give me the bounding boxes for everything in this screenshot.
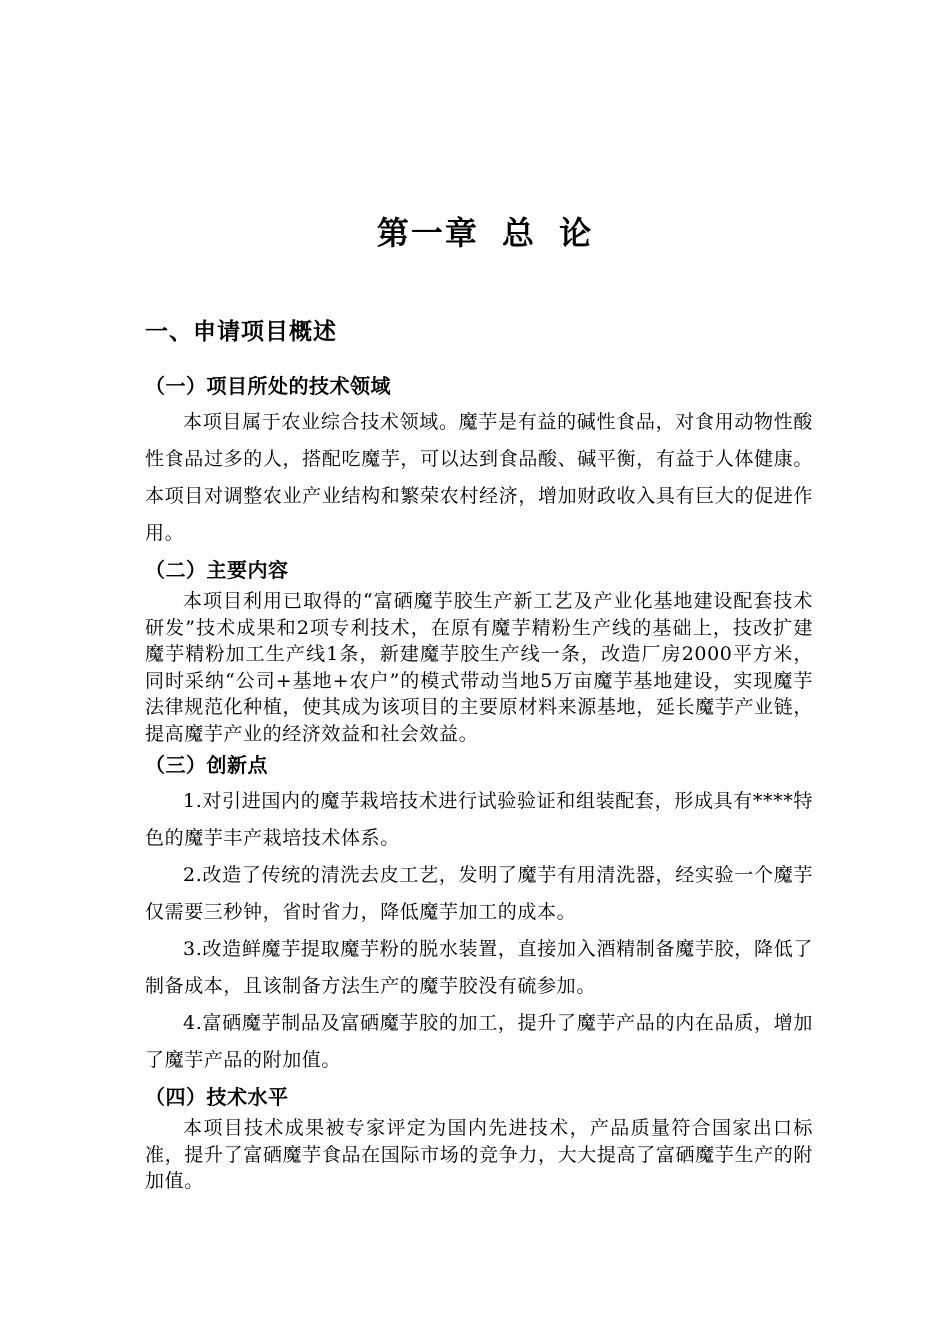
subsection-heading-tech-level: （四）技术水平: [145, 1085, 289, 1109]
subsection-heading-tech-field: （一）项目所处的技术领域: [145, 374, 391, 398]
subsection-heading-main-content: （二）主要内容: [145, 558, 289, 582]
paragraph-tech-level: 本项目技术成果被专家评定为国内先进技术，产品质量符合国家出口标准，提升了富硒魔芋食品在国际市场的竞争力，大大提高了富硒魔芋生产的附加值。: [145, 1117, 813, 1192]
innovation-item-3: 3.改造鲜魔芋提取魔芋粉的脱水装置，直接加入酒精制备魔芋胶，降低了制备成本，且该制备方法生产的魔芋胶没有硫参加。: [145, 938, 813, 997]
paragraph-tech-field: 本项目属于农业综合技术领域。魔芋是有益的碱性食品，对食用动物性酸性食品过多的人，搭配吃魔芋，可以达到食品酸、碱平衡，有益于人体健康。本项目对调整农业产业结构和繁荣农村经济，增加财政收入具有巨大的促进作用。: [145, 411, 813, 544]
chapter-title: 第一章 总 论: [376, 214, 594, 252]
innovation-item-2: 2.改造了传统的清洗去皮工艺，发明了魔芋有用清洗器，经实验一个魔芋仅需要三秒钟，省时省力，降低魔芋加工的成本。: [145, 864, 813, 923]
document-body: [145, 314, 813, 1195]
subsection-heading-innovation: （三）创新点: [145, 753, 268, 777]
paragraph-main-content: 本项目利用已取得的“富硒魔芋胶生产新工艺及产业化基地建设配套技术研发”技术成果和2项专利技术，在原有魔芋精粉生产线的基础上，技改扩建魔芋精粉加工生产线1条，新建魔芋胶生产线一条，改造厂房2000平方米，同时采纳“公司+基地+农户”的模式带动当地5万亩魔芋基地建设，实现魔芋法律规范化种植，使其成为该项目的主要原材料来源基地，延长魔芋产业链，提高魔芋产业的经济效益和社会效益。: [145, 590, 813, 745]
innovation-item-1: 1.对引进国内的魔芋栽培技术进行试验验证和组装配套，形成具有****特色的魔芋丰产栽培技术体系。: [145, 790, 813, 849]
innovation-item-4: 4.富硒魔芋制品及富硒魔芋胶的加工，提升了魔芋产品的内在品质，增加了魔芋产品的附加值。: [145, 1012, 813, 1071]
section-heading: 一、申请项目概述: [145, 319, 337, 345]
